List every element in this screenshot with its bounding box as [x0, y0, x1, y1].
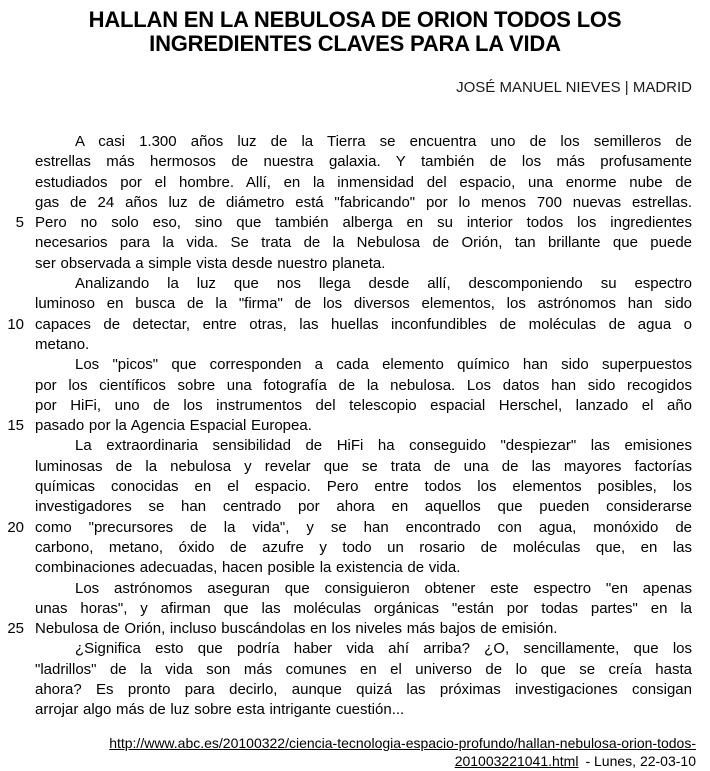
body-line-text: estudiados por el hombre. Allí, en la inmensidad del espacio, una enorme nube de: [35, 173, 692, 191]
body-line-row: [0, 436, 710, 456]
body-line-text: pasado por la Agencia Espacial Europea.: [35, 417, 312, 435]
body-line-text: Nebulosa de Orión, incluso buscándolas en los niveles más bajos de emisión.: [35, 620, 558, 638]
body-line-row: [0, 680, 710, 700]
body-line-text: ¿Significa esto que podría haber vida ahí arriba? ¿O, sencillamente, que los: [75, 640, 692, 658]
body-line-row: [0, 132, 710, 152]
body-line-row: [0, 396, 710, 416]
article-title-line-2: INGREDIENTES CLAVES PARA LA VIDA: [149, 31, 561, 56]
body-line-row: [0, 376, 710, 396]
body-line-row: [0, 497, 710, 517]
article-body: [0, 132, 710, 721]
line-number: 20: [7, 518, 24, 536]
body-line-row: [0, 518, 710, 538]
body-line-row: [0, 599, 710, 619]
body-line-text: químicas conocidas en el espacio. Pero entre todos los elementos posibles, los: [35, 478, 692, 496]
article-title-line-1: HALLAN EN LA NEBULOSA DE ORION TODOS LOS: [88, 7, 622, 32]
body-line-row: [0, 233, 710, 253]
body-line-row: [0, 457, 710, 477]
body-line-row: [0, 416, 710, 436]
body-line-row: [0, 173, 710, 193]
body-line-text: ser observada a simple vista desde nuestro planeta.: [35, 254, 386, 272]
body-line-text: A casi 1.300 años luz de la Tierra se encuentra uno de los semilleros de: [75, 133, 692, 150]
byline: JOSÉ MANUEL NIEVES | MADRID: [456, 79, 692, 96]
source-footer: [56, 735, 696, 770]
body-line-text: como "precursores de la vida", y se han encontrado con agua, monóxido de: [35, 518, 692, 536]
body-line-text: capaces de detectar, entre otras, las huellas inconfundibles de moléculas de agua o: [35, 315, 692, 333]
body-line-text: unas horas", y afirman que las moléculas orgánicas "están por todas partes" en la: [35, 599, 692, 617]
body-line-row: [0, 579, 710, 599]
article-title: [0, 8, 710, 56]
body-line-row: [0, 700, 710, 720]
body-line-text: carbono, metano, óxido de azufre y todo un rosario de moléculas que, en las: [35, 538, 692, 556]
body-line-row: [0, 152, 710, 172]
body-line-text: necesarios para la vida. Se trata de la Nebulosa de Orión, tan brillante que puede: [35, 234, 692, 252]
body-line-row: [0, 254, 710, 274]
body-line-row: [0, 274, 710, 294]
body-line-text: Los astrónomos aseguran que consiguieron obtener este espectro "en apenas: [75, 579, 692, 597]
date-label: - Lunes, 22-03-10: [585, 752, 696, 769]
body-line-row: [0, 355, 710, 375]
body-line-text: gas de 24 años luz de diámetro está "fabricando" por lo menos 700 nuevas estrellas.: [35, 193, 692, 211]
body-line-row: [0, 315, 710, 335]
body-line-text: La extraordinaria sensibilidad de HiFi ha conseguido "despiezar" las emisiones: [75, 437, 692, 455]
body-line-text: estrellas más hermosos de nuestra galaxia. Y también de los más profusamente: [35, 153, 692, 171]
source-url-line-2[interactable]: 201003221041.html: [454, 752, 579, 769]
body-line-row: [0, 619, 710, 639]
body-line-text: luminoso en busca de la "firma" de los diversos elementos, los astrónomos han sido: [35, 295, 692, 313]
body-line-text: investigadores se han centrado por ahora en aquellos que pueden considerarse: [35, 498, 692, 516]
body-line-row: [0, 213, 710, 233]
body-line-text: luminosas de la nebulosa y revelar que se trata de una de las mayores factorías: [35, 457, 692, 475]
body-line-row: [0, 639, 710, 659]
body-line-text: Los "picos" que corresponden a cada elemento químico han sido superpuestos: [75, 356, 692, 374]
body-line-text: "ladrillos" de la vida son más comunes en el universo de lo que se creía hasta: [35, 660, 692, 678]
body-line-text: metano.: [35, 335, 90, 353]
line-number: 10: [7, 315, 24, 333]
body-line-row: [0, 477, 710, 497]
body-line-row: [0, 538, 710, 558]
body-line-row: [0, 558, 710, 578]
body-line-text: Analizando la luz que nos llega desde allí, descomponiendo su espectro: [75, 275, 692, 293]
source-url-line-1[interactable]: http://www.abc.es/20100322/ciencia-tecnologia-espacio-profundo/hallan-nebulosa-orion-todos-: [109, 735, 696, 751]
body-line-text: por los científicos sobre una fotografía de la nebulosa. Los datos han sido recogidos: [35, 376, 692, 394]
body-line-row: [0, 193, 710, 213]
line-number: 15: [7, 417, 24, 435]
body-line-row: [0, 335, 710, 355]
line-number: 25: [7, 620, 24, 638]
line-number: 5: [15, 214, 24, 232]
body-line-row: [0, 294, 710, 314]
body-line-text: por HiFi, uno de los instrumentos del telescopio espacial Herschel, lanzado el año: [35, 396, 692, 414]
body-line-text: arrojar algo más de luz sobre esta intrigante cuestión...: [35, 701, 405, 719]
body-line-text: combinaciones adecuadas, hacen posible la existencia de vida.: [35, 559, 461, 577]
body-line-text: ahora? Es pronto para decirlo, aunque quizá las próximas investigaciones consigan: [35, 681, 692, 699]
body-line-text: Pero no solo eso, sino que también alberga en su interior todos los ingredientes: [35, 214, 692, 232]
body-line-row: [0, 660, 710, 680]
